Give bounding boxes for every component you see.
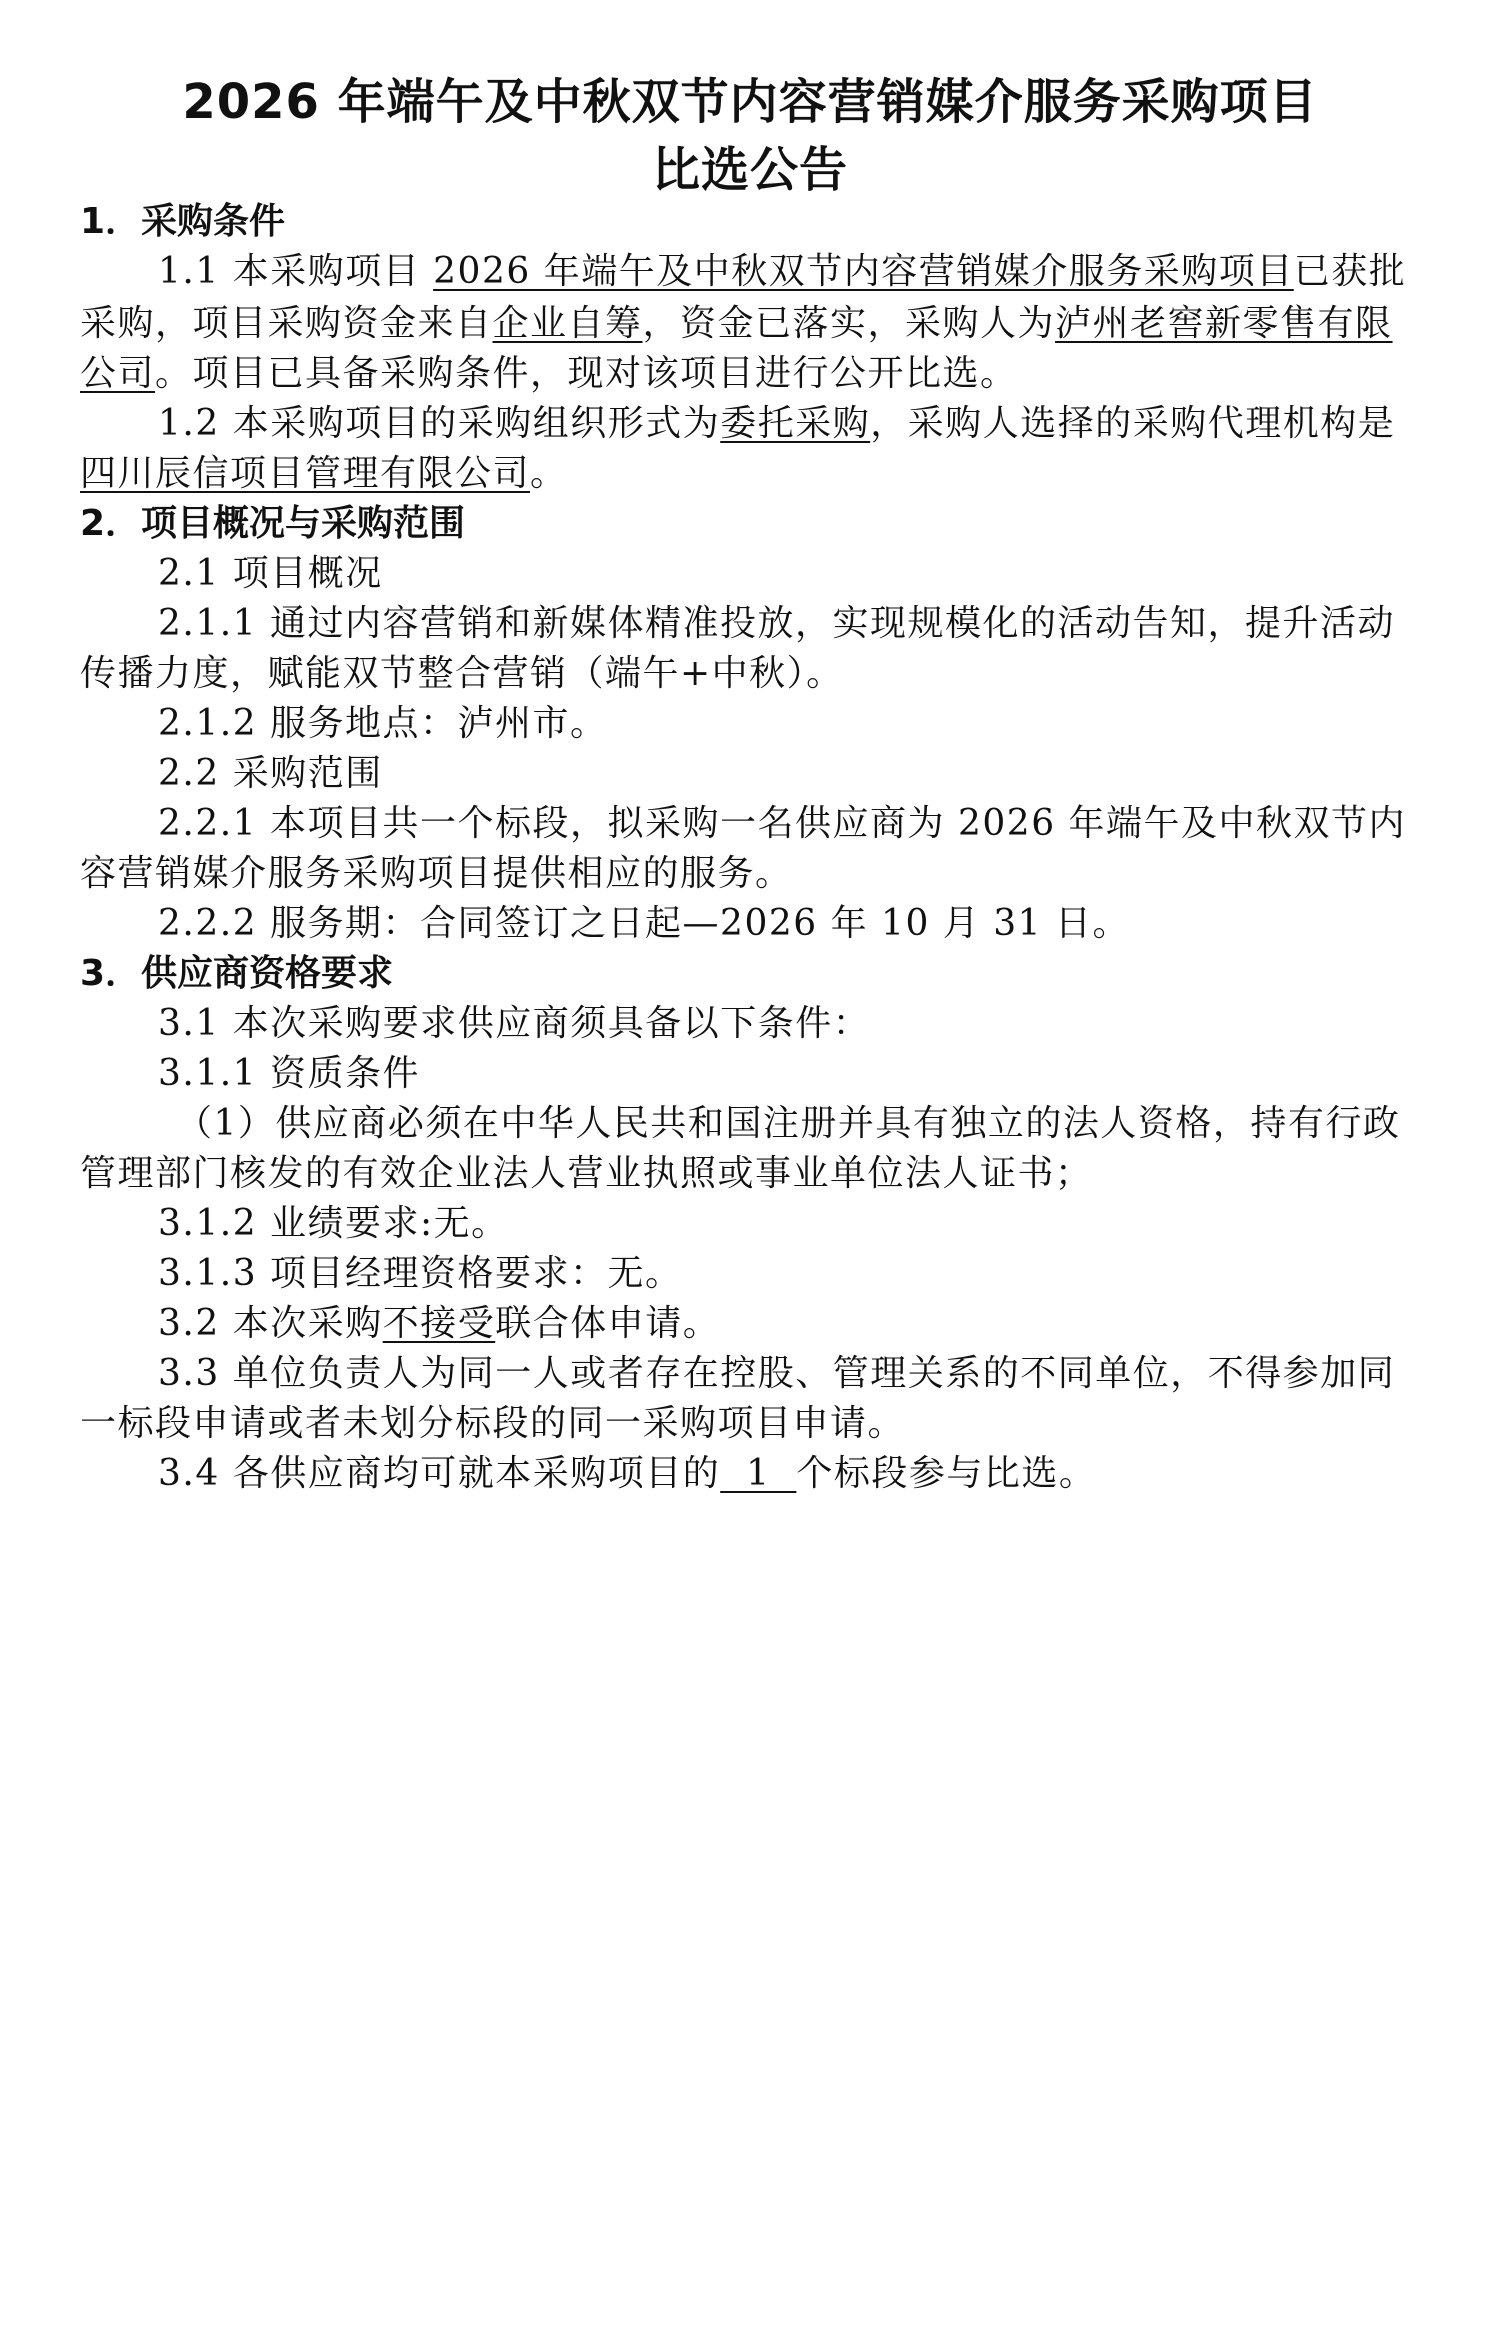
fund-source-underlined: 企业自筹	[492, 303, 643, 344]
organization-form-underlined: 委托采购	[720, 403, 871, 444]
paragraph-3-1: 3.1 本次采购要求供应商须具备以下条件：	[158, 1003, 871, 1044]
text-run: 3.2 本次采购	[158, 1303, 383, 1344]
paragraph-2-2-2: 2.2.2 服务期：合同签订之日起—2026 年 10 月 31 日。	[158, 903, 1130, 944]
text-run: 。项目已具备采购条件，现对该项目进行公开比选。	[155, 353, 1018, 394]
paragraph-3-1-1-item1-line2: 管理部门核发的有效企业法人营业执照或事业单位法人证书；	[80, 1153, 1093, 1194]
paragraph-3-3-line1: 3.3 单位负责人为同一人或者存在控股、管理关系的不同单位，不得参加同	[158, 1353, 1396, 1394]
text-run: 1.1 本采购项目	[158, 251, 434, 292]
paragraph-1-1-line1	[158, 248, 1406, 296]
paragraph-2-2-1-line2: 容营销媒介服务采购项目提供相应的服务。	[80, 853, 793, 894]
text-run: 已获批	[1293, 251, 1407, 292]
text-run: ，采购人选择的采购代理机构是	[870, 403, 1396, 444]
text-run: 联合体申请。	[495, 1303, 721, 1344]
paragraph-2-1-1-line2: 传播力度，赋能双节整合营销（端午+中秋）。	[80, 653, 844, 694]
paragraph-3-1-3: 3.1.3 项目经理资格要求：无。	[158, 1253, 683, 1294]
lot-count-underlined: 1	[720, 1453, 797, 1494]
paragraph-3-4	[158, 1450, 1096, 1498]
text-run: 1.2 本采购项目的采购组织形式为	[158, 403, 721, 444]
paragraph-2-2: 2.2 采购范围	[158, 753, 383, 794]
text-run: 。	[530, 453, 568, 494]
document-title-line2: 比选公告	[651, 142, 848, 198]
section-heading-3: 3．供应商资格要求	[80, 953, 394, 994]
text-run: ，资金已落实，采购人为	[642, 303, 1056, 344]
document-title-line1: 2026 年端午及中秋双节内容营销媒介服务采购项目	[182, 74, 1318, 130]
paragraph-1-1-line2	[80, 300, 1393, 348]
paragraph-3-1-1: 3.1.1 资质条件	[158, 1053, 421, 1094]
paragraph-3-1-1-item1-line1: （1）供应商必须在中华人民共和国注册并具有独立的法人资格，持有行政	[176, 1103, 1401, 1144]
project-name-underlined: 2026 年端午及中秋双节内容营销媒介服务采购项目	[433, 251, 1294, 292]
paragraph-2-2-1-line1: 2.2.1 本项目共一个标段，拟采购一名供应商为 2026 年端午及中秋双节内	[158, 803, 1407, 844]
paragraph-1-2-line1	[158, 400, 1395, 448]
paragraph-3-3-line2: 一标段申请或者未划分标段的同一采购项目申请。	[80, 1403, 906, 1444]
paragraph-1-2-line2	[80, 450, 568, 498]
text-run: 个标段参与比选。	[796, 1453, 1097, 1494]
text-run: 采购，项目采购资金来自	[80, 303, 493, 344]
purchaser-name-underlined-cont: 公司	[80, 353, 156, 394]
paragraph-2-1: 2.1 项目概况	[158, 553, 383, 594]
paragraph-3-1-2: 3.1.2 业绩要求:无。	[158, 1203, 509, 1244]
consortium-status-underlined: 不接受	[382, 1303, 496, 1344]
paragraph-2-1-2: 2.1.2 服务地点：泸州市。	[158, 703, 608, 744]
paragraph-3-2	[158, 1300, 720, 1348]
agency-name-underlined: 四川辰信项目管理有限公司	[80, 453, 531, 494]
paragraph-1-1-line3	[80, 350, 1018, 398]
section-heading-1: 1．采购条件	[80, 201, 286, 242]
text-run: 3.4 各供应商均可就本采购项目的	[158, 1453, 721, 1494]
purchaser-name-underlined: 泸州老窖新零售有限	[1055, 303, 1393, 344]
section-heading-2: 2．项目概况与采购范围	[80, 503, 466, 544]
paragraph-2-1-1-line1: 2.1.1 通过内容营销和新媒体精准投放，实现规模化的活动告知，提升活动	[158, 603, 1396, 644]
